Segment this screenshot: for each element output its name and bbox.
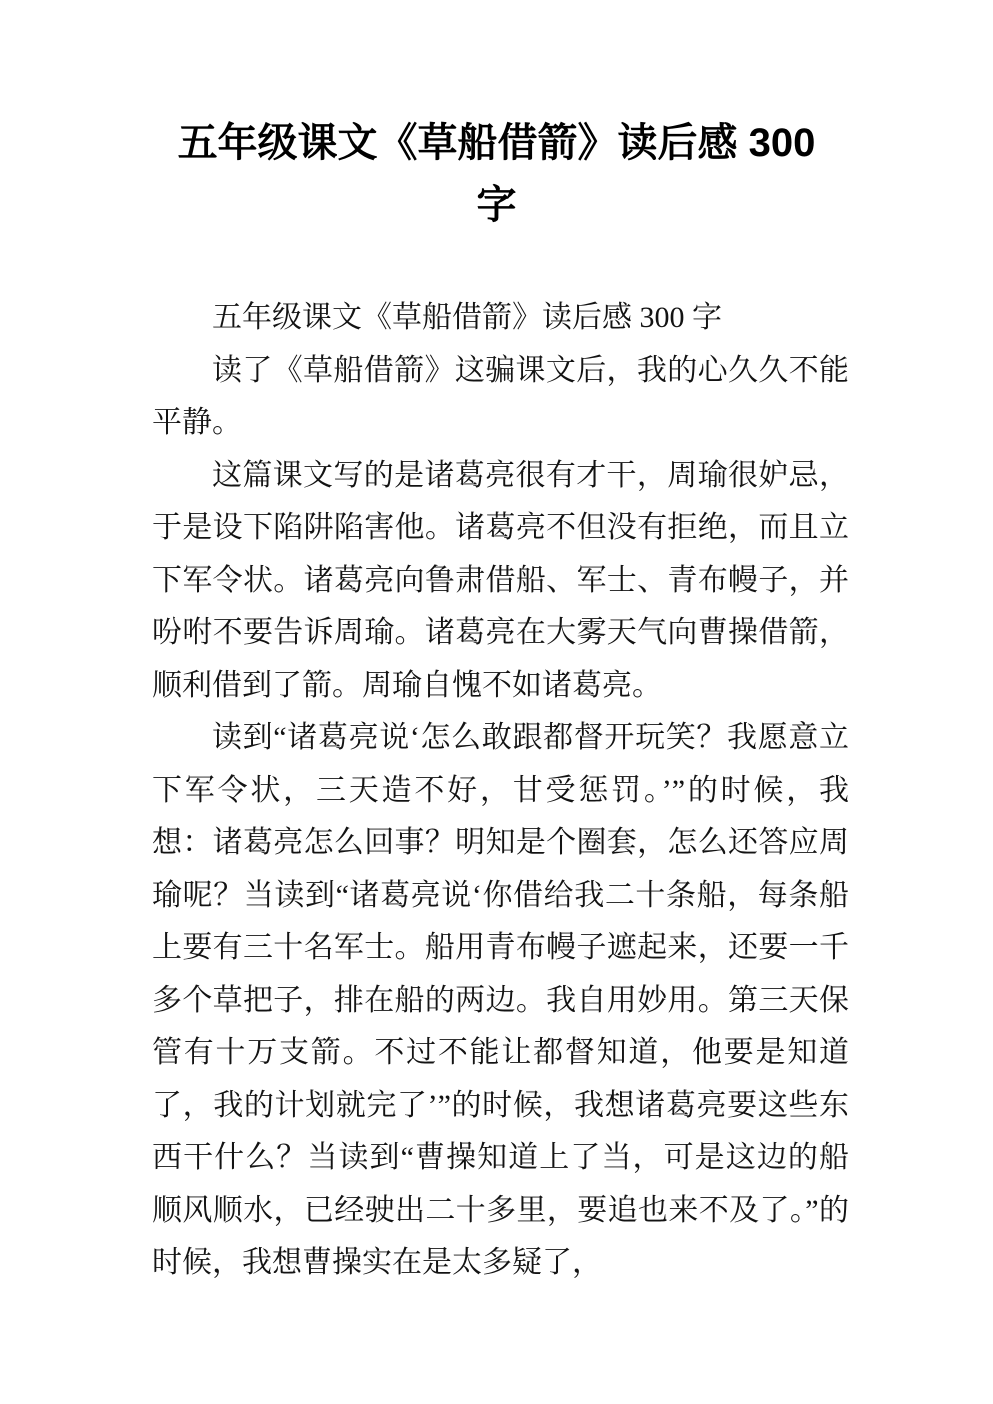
- document-body: [152, 292, 849, 1290]
- paragraph-intro: 读了《草船借箭》这骗课文后，我的心久久不能平静。: [152, 353, 849, 439]
- paragraph-summary: 这篇课文写的是诸葛亮很有才干，周瑜很妒忌，于是设下陷阱陷害他。诸葛亮不但没有拒绝，而且立下军令状。诸葛亮向鲁肃借船、军士、青布幔子，并吩咐不要告诉周瑜。诸葛亮在大雾天气向曹操借箭，顺利借到了箭。周瑜自愧不如诸葛亮。: [152, 458, 849, 702]
- paragraph-heading-repeat: 五年级课文《草船借箭》读后感 300 字: [212, 301, 722, 334]
- document-title-line-2: 字: [476, 183, 517, 227]
- document-title-line-1: 五年级课文《草船借箭》读后感 300: [177, 121, 816, 165]
- paragraph-reflection: 读到“诸葛亮说‘怎么敢跟都督开玩笑？我愿意立下军令状，三天造不好，甘受惩罚。’”的时候，我想：诸葛亮怎么回事？明知是个圈套，怎么还答应周瑜呢？当读到“诸葛亮说‘你借给我二十条船，每条船上要有三十名军士。船用青布幔子遮起来，还要一千多个草把子，排在船的两边。我自用妙用。第三天保管有十万支箭。不过不能让都督知道，他要是知道了，我的计划就完了’”的时候，我想诸葛亮要这些东西干什么？当读到“曹操知道上了当，可是这边的船顺风顺水，已经驶出二十多里，要追也来不及了。”的时候，我想曹操实在是太多疑了，: [152, 721, 849, 1279]
- document-title: [0, 0, 993, 236]
